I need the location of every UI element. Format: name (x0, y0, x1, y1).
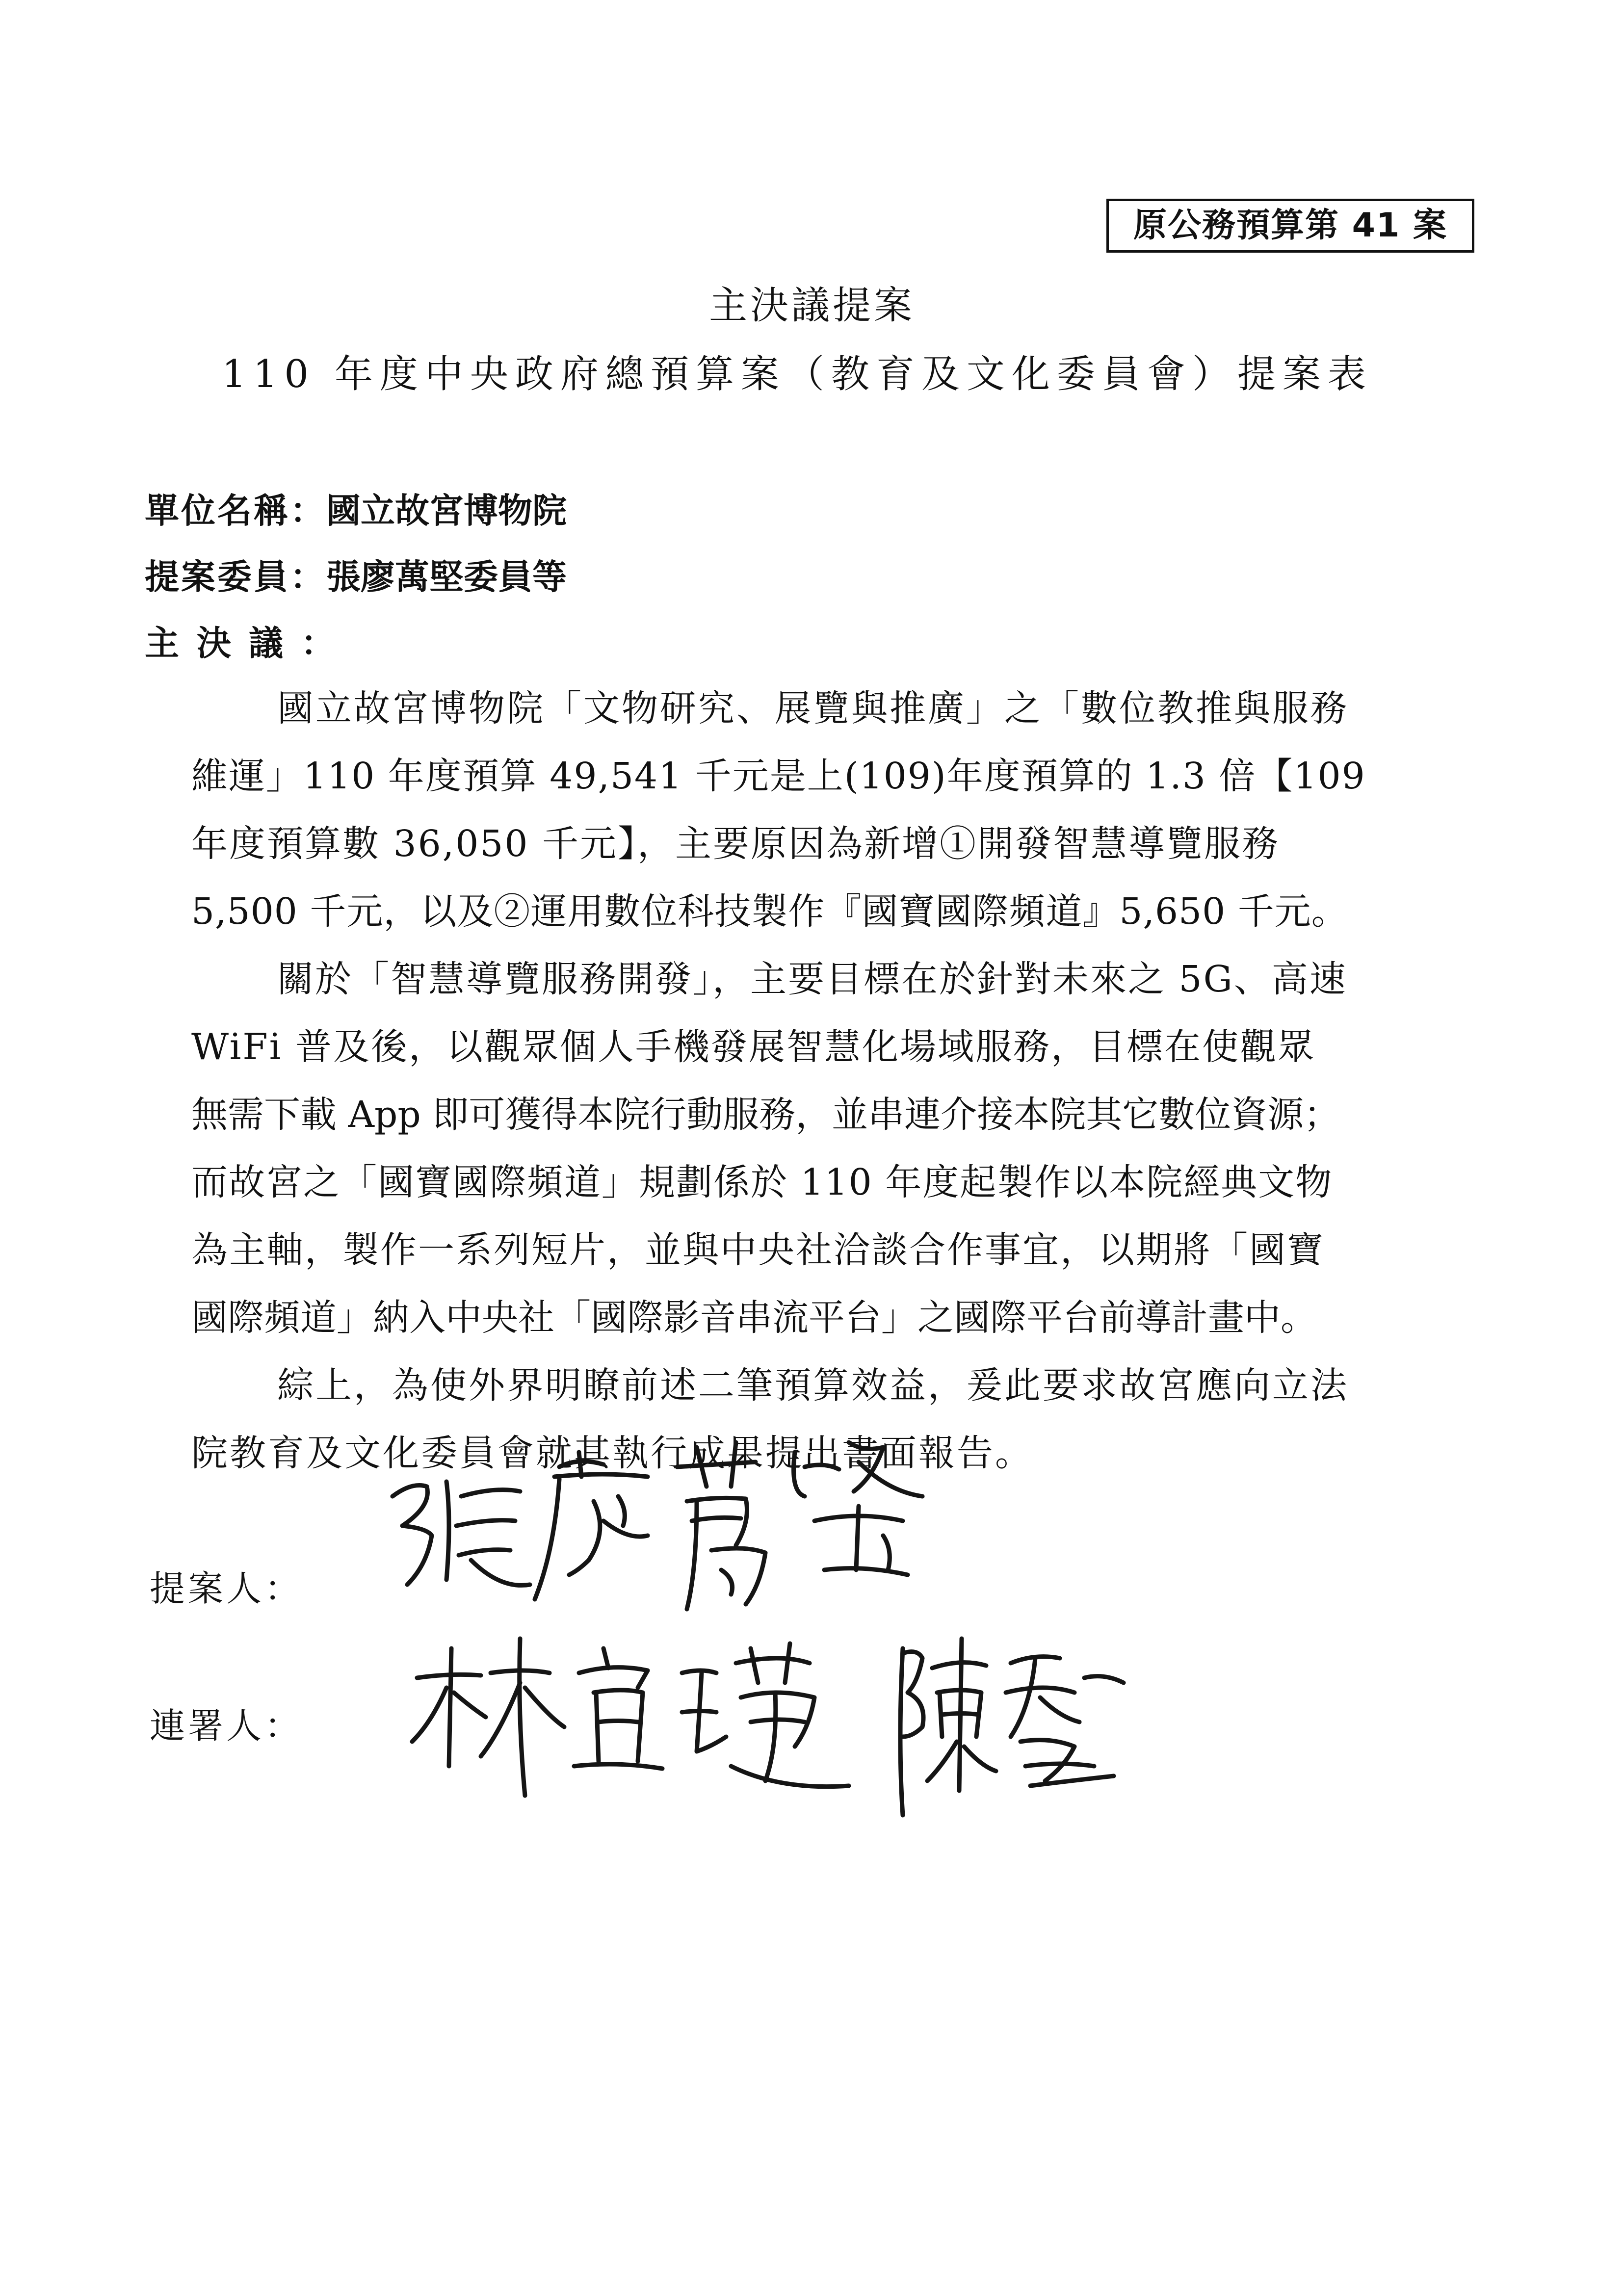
body-line: 維運」110 年度預算 49,541 千元是上(109)年度預算的 1.3 倍【109 (191, 755, 1366, 797)
document-title: 主決議提案 (708, 284, 915, 328)
body-line: 院教育及文化委員會就其執行成果提出書面報告。 (191, 1432, 1033, 1474)
proposer-value: 張廖萬堅委員等 (326, 557, 567, 597)
unit-row (145, 483, 567, 533)
resolution-label: 主決議： (145, 623, 353, 663)
document-subtitle: 110 年度中央政府總預算案（教育及文化委員會）提案表 (222, 352, 1373, 396)
body-line: WiFi 普及後，以觀眾個人手機發展智慧化場域服務，目標在使觀眾 (191, 1026, 1315, 1068)
resolution-row (145, 616, 353, 665)
proposer-signature-label: 提案人： (150, 1568, 303, 1609)
body-line: 國立故宮博物院「文物研究、展覽與推廣」之「數位教推與服務 (277, 687, 1349, 730)
case-number-box: 原公務預算第 41 案 (1106, 199, 1474, 253)
body-line: 而故宮之「國寶國際頻道」規劃係於 110 年度起製作以本院經典文物 (191, 1161, 1333, 1203)
cosigner-handwritten-signatures (407, 1619, 1143, 1835)
body-line: 國際頻道」納入中央社「國際影音串流平台」之國際平台前導計畫中。 (191, 1297, 1317, 1339)
body-line: 為主軸，製作一系列短片，並與中央社洽談合作事宜，以期將「國寶 (191, 1229, 1325, 1271)
unit-label: 單位名稱： (145, 491, 326, 531)
body-line: 年度預算數 36,050 千元】，主要原因為新增①開發智慧導覽服務 (191, 823, 1280, 865)
body-line: 綜上，為使外界明瞭前述二筆預算效益，爰此要求故宮應向立法 (277, 1364, 1349, 1407)
proposer-label: 提案委員： (145, 557, 326, 597)
proposer-row (145, 549, 567, 599)
cosigner-signature-label: 連署人： (150, 1705, 303, 1747)
body-line: 5,500 千元，以及②運用數位科技製作『國寶國際頻道』5,650 千元。 (191, 890, 1348, 933)
body-line: 無需下載 App 即可獲得本院行動服務，並串連介接本院其它數位資源； (191, 1094, 1340, 1136)
body-line: 關於「智慧導覽服務開發」，主要目標在於針對未來之 5G、高速 (277, 958, 1347, 1000)
unit-value: 國立故宮博物院 (326, 491, 567, 531)
